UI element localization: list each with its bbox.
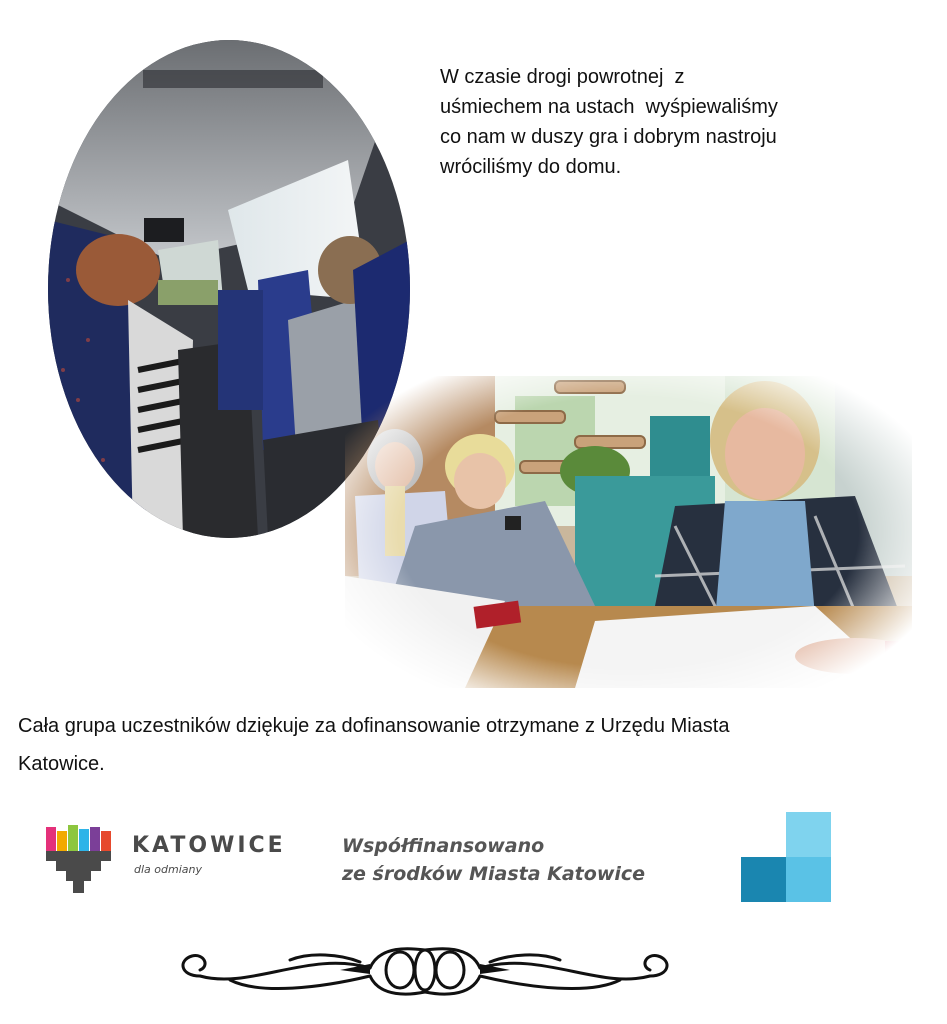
caption-bottom: [18, 707, 918, 783]
caption-top-line: wróciliśmy do domu.: [440, 156, 622, 178]
cofinancing-line: ze środków Miasta Katowice: [342, 863, 646, 885]
katowice-logo-tagline: dla odmiany: [134, 863, 202, 876]
caption-top: [440, 62, 860, 182]
caption-bottom-line: Cała grupa uczestników dziękuje za dofinansowanie otrzymane z Urzędu Miasta: [18, 715, 730, 737]
caption-top-line: co nam w duszy gra i dobrym nastroju: [440, 126, 777, 148]
katowice-logo: [44, 825, 294, 900]
cofinancing-statement: [342, 832, 645, 888]
caption-bottom-line: Katowice.: [18, 753, 105, 775]
blue-squares-icon: [741, 812, 831, 902]
katowice-logo-name: KATOWICE: [132, 833, 286, 858]
cofinancing-line: Współfinansowano: [342, 835, 545, 857]
caption-top-line: W czasie drogi powrotnej z: [440, 66, 685, 88]
katowice-emblem-icon: [44, 825, 124, 900]
cafe-table-photo: [345, 376, 912, 688]
caption-top-line: uśmiechem na ustach wyśpiewaliśmy: [440, 96, 778, 118]
ornament-divider-icon: [170, 940, 680, 1000]
